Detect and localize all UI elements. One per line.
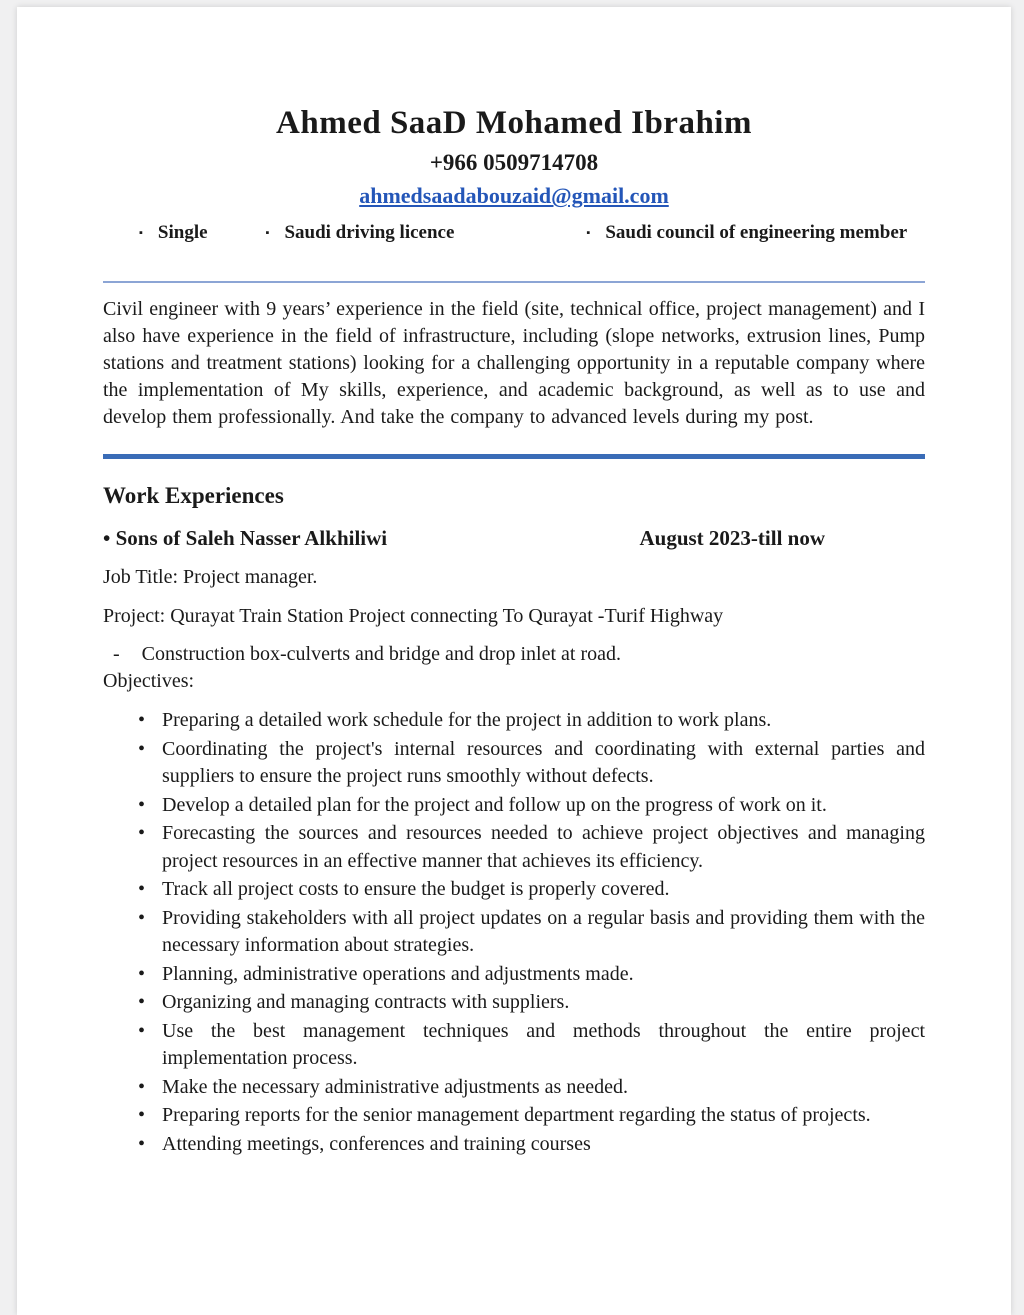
square-bullet-icon: ▪ [586, 227, 591, 240]
objective-item: • Organizing and managing contracts with suppliers. [162, 989, 925, 1017]
badge-single [139, 222, 208, 244]
dash-glyph: - [113, 643, 120, 666]
badge-label: Saudi driving licence [284, 222, 455, 244]
objectives-list [103, 707, 925, 1158]
badge-label: Single [157, 222, 208, 244]
employment-dates: August 2023-till now [639, 526, 825, 551]
sub-item-text: Construction box-culverts and bridge and drop inlet at road. [141, 643, 621, 666]
project-line: Project: Qurayat Train Station Project connecting To Qurayat -Turif Highway [103, 605, 724, 628]
phone-number: +966 0509714708 [429, 150, 599, 176]
section-title: Work Experiences [103, 483, 284, 509]
objective-item: • Use the best management techniques and methods throughout the entire project implementation process. [162, 1018, 925, 1073]
bullet-glyph: • [103, 526, 111, 551]
square-bullet-icon: ▪ [139, 227, 143, 240]
square-bullet-icon: ▪ [265, 227, 270, 240]
badge-row [103, 222, 925, 244]
thick-divider [103, 454, 925, 459]
objective-item: • Attending meetings, conferences and training courses [162, 1131, 925, 1159]
thin-divider [103, 281, 925, 283]
resume-header [103, 105, 925, 244]
objective-item: • Preparing a detailed work schedule for the project in addition to work plans. [162, 707, 925, 735]
objective-item: • Preparing reports for the senior management department regarding the status of projects. [162, 1102, 925, 1130]
profile-summary: Civil engineer with 9 years’ experience in the field (site, technical office, project management) and I also have experience in the field of infrastructure, including (slope networks, extrusion lines, Pump stations and treatment stations) looking for a challenging opportunity in a reputable company where the implementation of My skills, experience, and academic background, as well as to use and develop them professionally. And take the company to advanced levels during my post. [103, 298, 925, 429]
work-experiences-section [103, 483, 925, 1158]
badge-driving-licence [266, 222, 455, 244]
objectives-label: Objectives: [103, 670, 195, 693]
objective-item: • Planning, administrative operations and adjustments made. [162, 961, 925, 989]
badge-council-member [586, 222, 907, 244]
work-entry-header [103, 526, 925, 551]
badge-label: Saudi council of engineering member [605, 222, 908, 244]
objective-item: • Forecasting the sources and resources needed to achieve project objectives and managing project resources in an effective manner that achieves its efficiency. [162, 820, 925, 875]
objective-item: • Make the necessary administrative adjustments as needed. [162, 1074, 925, 1102]
objective-item: • Providing stakeholders with all project updates on a regular basis and providing them with the necessary information about strategies. [162, 905, 925, 960]
company-name: • Sons of Saleh Nasser Alkhiliwi [103, 526, 388, 551]
objective-item: • Coordinating the project's internal resources and coordinating with external parties and suppliers to ensure the project runs smoothly without defects. [162, 736, 925, 791]
candidate-name: Ahmed SaaD Mohamed Ibrahim [276, 105, 752, 141]
resume-page [17, 7, 1011, 1315]
objective-item: • Develop a detailed plan for the project and follow up on the progress of work on it. [162, 792, 925, 820]
email-link[interactable]: ahmedsaadabouzaid@gmail.com [359, 183, 669, 209]
project-sub-item [103, 642, 925, 667]
objective-item: • Track all project costs to ensure the budget is properly covered. [162, 876, 925, 904]
job-title-line: Job Title: Project manager. [103, 566, 318, 589]
